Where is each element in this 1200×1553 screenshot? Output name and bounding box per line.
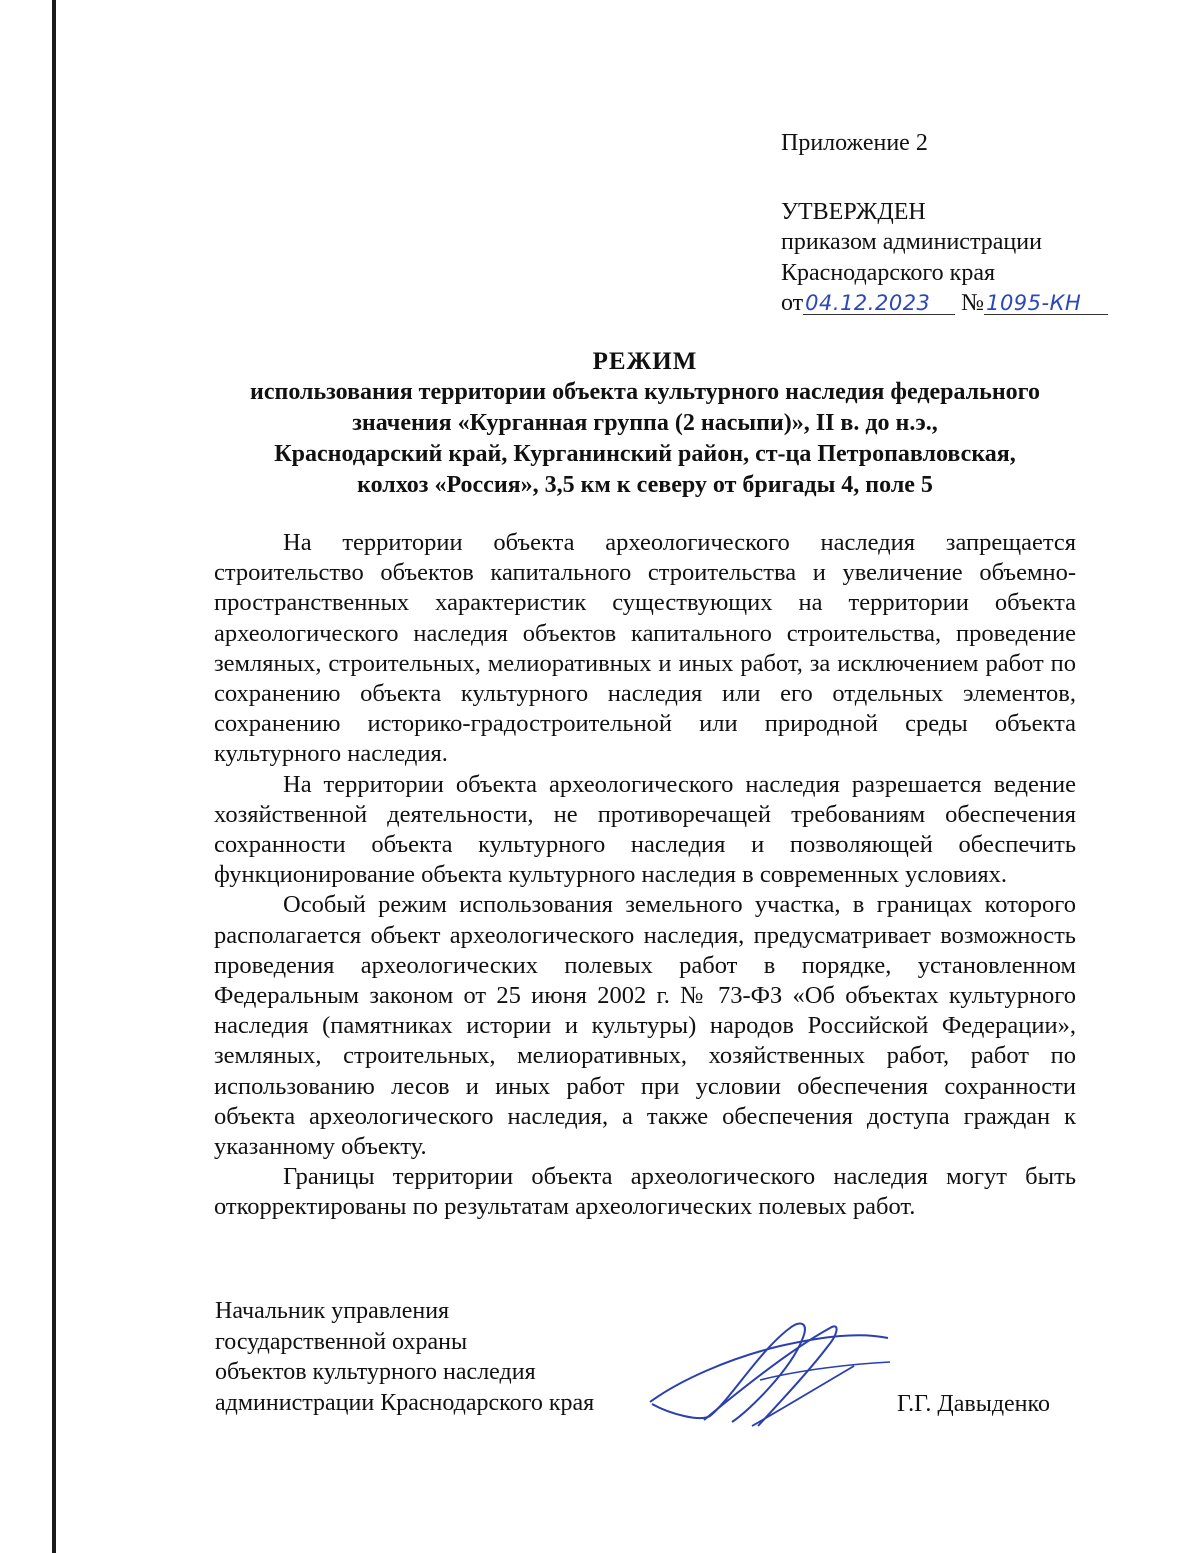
handwritten-order-date: 04.12.2023 (803, 292, 955, 315)
signatory-title-line-3: объектов культурного наследия (215, 1359, 536, 1385)
signatory-name: Г.Г. Давыденко (897, 1391, 1050, 1417)
appendix-label: Приложение 2 (781, 130, 928, 156)
title-line-2: значения «Курганная группа (2 насыпи)», II в. до н.э., (352, 410, 938, 436)
order-date-number-line (781, 288, 1108, 319)
signatory-title-line-4: администрации Краснодарского края (215, 1389, 595, 1416)
title-line-4: колхоз «Россия», 3,5 км к северу от бригады 4, поле 5 (357, 472, 933, 498)
approved-region: Краснодарского края (781, 259, 996, 286)
approved-label: УТВЕРЖДЕН (781, 198, 926, 225)
number-label: № (961, 290, 985, 316)
paragraph-prohibitions: На территории объекта археологического наследия запрещается строительство объектов капитального строительства и увеличение объемно-пространственных характеристик существующих на территории объекта археологического наследия объектов капитального строительства, проведение земляных, строительных, мелиоративных и иных работ, за исключением работ по сохранению объекта культурного наследия или его отдельных элементов, сохранению историко-градостроительной или природной среды объекта культурного наследия. (214, 529, 1076, 768)
paragraph-special-regime: Особый режим использования земельного участка, в границах которого располагается объект археологического наследия, предусматривает возможность проведения археологических полевых работ в порядке, установленном Федеральным законом от 25 июня 2002 г. № 73-ФЗ «Об объектах культурного наследия (памятниках истории и культуры) народов Российской Федерации», земляных, строительных, мелиоративных, хозяйственных работ, работ по использованию лесов и иных работ при условии обеспечения сохранности объекта археологического наследия, а также обеспечения доступа граждан к указанному объекту. (214, 891, 1076, 1161)
handwritten-signature (640, 1310, 900, 1440)
paragraph-boundaries: Границы территории объекта археологического наследия могут быть откорректированы по результатам археологических полевых работ. (214, 1163, 1076, 1221)
signatory-title-line-1: Начальник управления (215, 1298, 450, 1324)
from-label: от (781, 290, 804, 316)
signatory-title-line-2: государственной охраны (215, 1328, 468, 1355)
signatory-title (215, 1296, 594, 1418)
approval-block (781, 128, 1108, 319)
title-main: РЕЖИМ (592, 348, 698, 375)
document-title (214, 346, 1076, 501)
title-line-1: использования территории объекта культурного наследия федерального (250, 379, 1040, 405)
title-line-3: Краснодарский край, Курганинский район, ст-ца Петропавловская, (274, 441, 1016, 467)
handwritten-order-number: 1095-КН (984, 292, 1108, 315)
paragraph-permissions: На территории объекта археологического наследия разрешается ведение хозяйственной деятельности, не противоречащей требованиям обеспечения сохранности объекта культурного наследия и позволяющей обеспечить функционирование объекта культурного наследия в современных условиях. (214, 770, 1076, 889)
approved-by-order: приказом администрации (781, 229, 1042, 255)
body-text (214, 528, 1076, 1223)
